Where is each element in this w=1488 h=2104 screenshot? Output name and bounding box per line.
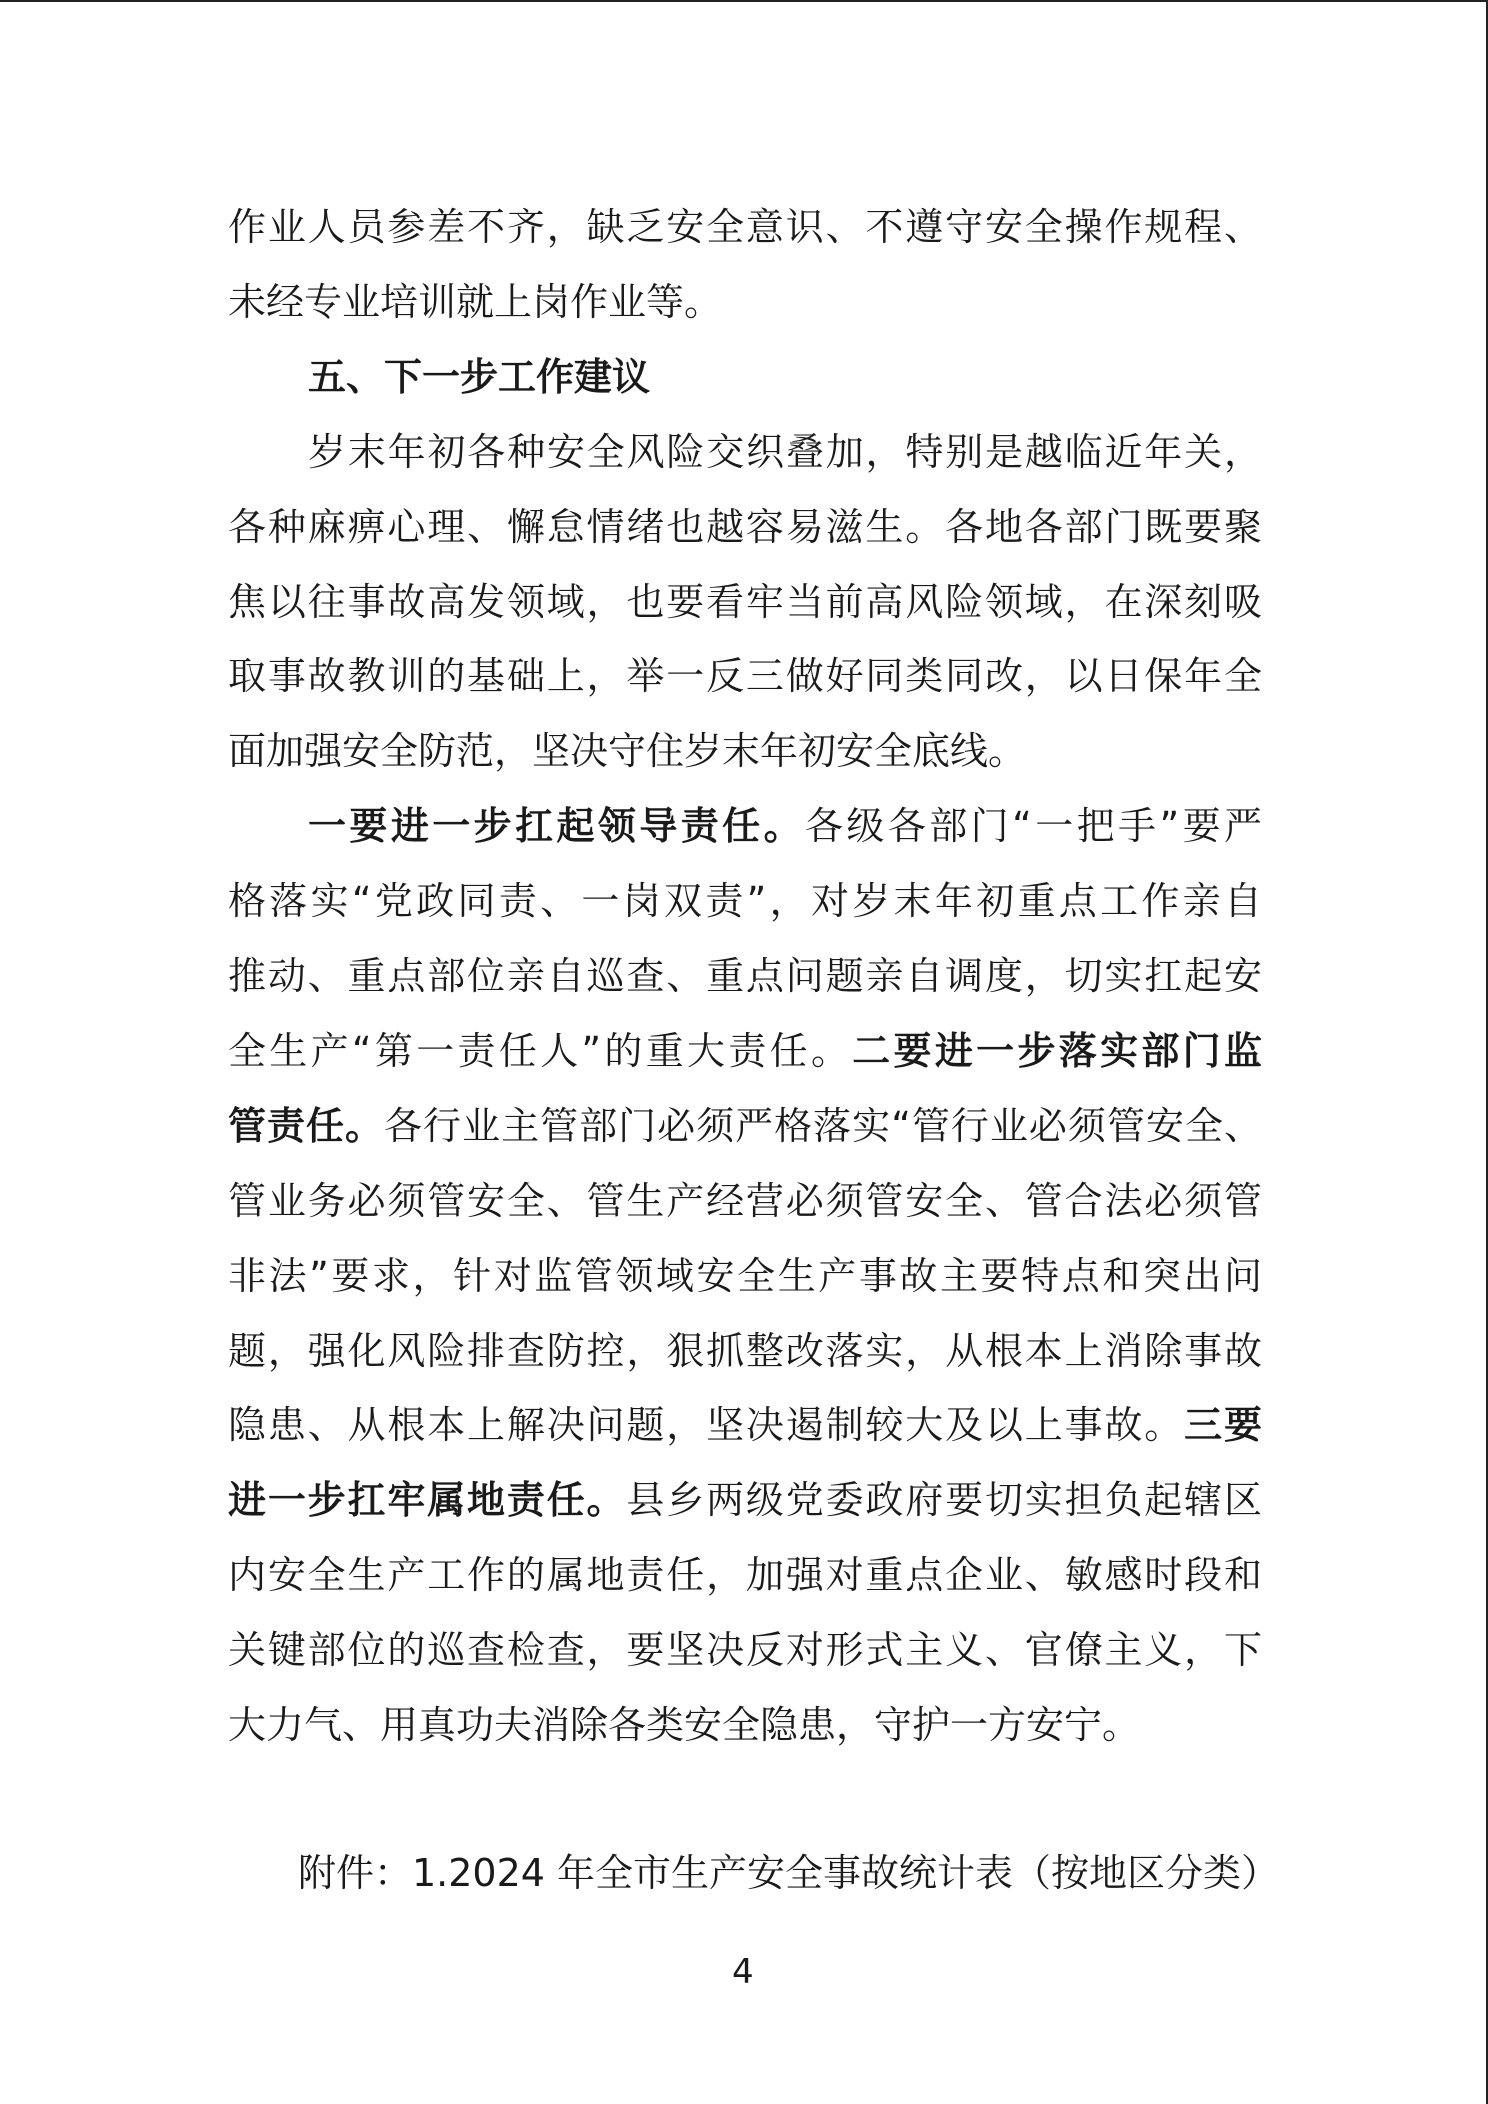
text-segment: 内安全生产工作的属地责任，加强对重点企业、敏感时段和 bbox=[228, 1553, 1262, 1598]
text-line bbox=[228, 1688, 1262, 1763]
text-segment: 隐患、从根本上解决问题，坚决遏制较大及以上事故。 bbox=[228, 1403, 1185, 1448]
text-segment: 作业人员参差不齐，缺乏安全意识、不遵守安全操作规程、 bbox=[228, 205, 1262, 249]
text-segment: 格落实“党政同责、一岗双责”，对岁末年初重点工作亲自 bbox=[228, 879, 1262, 924]
bold-text-segment: 管责任。 bbox=[228, 1103, 385, 1148]
text-line bbox=[228, 265, 1262, 340]
text-line bbox=[228, 190, 1262, 265]
attachment-note: 附件：1.2024 年全市生产安全事故统计表（按地区分类） bbox=[298, 1851, 1280, 1895]
text-line bbox=[228, 1014, 1262, 1089]
text-line bbox=[228, 1388, 1262, 1463]
text-segment: 关键部位的巡查检查，要坚决反对形式主义、官僚主义，下 bbox=[228, 1628, 1262, 1673]
bold-text-segment: 一要进一步扛起领导责任。 bbox=[308, 804, 806, 849]
bold-text-segment: 五、下一步工作建议 bbox=[308, 354, 651, 399]
text-segment: 题，强化风险排查防控，狠抓整改落实，从根本上消除事故 bbox=[228, 1328, 1262, 1373]
text-line bbox=[228, 714, 1262, 789]
text-segment: 非法”要求，针对监管领域安全生产事故主要特点和突出问 bbox=[228, 1253, 1262, 1298]
text-line bbox=[228, 490, 1262, 565]
text-line bbox=[228, 1164, 1262, 1239]
text-line bbox=[228, 1463, 1262, 1538]
text-line bbox=[308, 415, 1262, 490]
text-segment: 各级各部门“一把手”要严 bbox=[805, 804, 1262, 849]
section-heading bbox=[308, 340, 1262, 415]
text-segment: 县乡两级党委政府要切实担负起辖区 bbox=[626, 1478, 1262, 1523]
text-line bbox=[228, 864, 1262, 939]
text-segment: 取事故教训的基础上，举一反三做好同类同改，以日保年全 bbox=[228, 654, 1262, 699]
text-segment: 未经专业培训就上岗作业等。 bbox=[228, 279, 723, 324]
text-line bbox=[228, 939, 1262, 1014]
text-line bbox=[228, 1613, 1262, 1688]
text-segment: 面加强安全防范，坚决守住岁末年初安全底线。 bbox=[228, 729, 1027, 774]
text-line bbox=[228, 1239, 1262, 1314]
text-segment: 推动、重点部位亲自巡查、重点问题亲自调度，切实扛起安 bbox=[228, 954, 1262, 998]
text-segment: 各种麻痹心理、懈怠情绪也越容易滋生。各地各部门既要聚 bbox=[228, 504, 1262, 549]
bold-text-segment: 进一步扛牢属地责任。 bbox=[228, 1478, 627, 1523]
text-segment: 焦以往事故高发领域，也要看牢当前高风险领域，在深刻吸 bbox=[228, 579, 1262, 624]
text-line bbox=[308, 789, 1262, 864]
text-line bbox=[228, 639, 1262, 714]
text-line bbox=[228, 1538, 1262, 1613]
text-line bbox=[228, 1314, 1262, 1389]
text-segment: 管业务必须管安全、管生产经营必须管安全、管合法必须管 bbox=[228, 1178, 1262, 1223]
text-segment: 大力气、用真功夫消除各类安全隐患，守护一方安宁。 bbox=[228, 1703, 1141, 1747]
bold-text-segment: 二要进一步落实部门监 bbox=[852, 1028, 1262, 1073]
text-segment: 各行业主管部门必须严格落实“管行业必须管安全、 bbox=[384, 1103, 1262, 1148]
text-line bbox=[228, 1089, 1262, 1164]
bold-text-segment: 三要 bbox=[1184, 1403, 1262, 1448]
page-border-top bbox=[0, 0, 1488, 2]
text-segment: 全生产“第一责任人”的重大责任。 bbox=[228, 1028, 853, 1073]
text-line bbox=[228, 565, 1262, 640]
page-number: 4 bbox=[732, 1952, 754, 1992]
text-segment: 岁末年初各种安全风险交织叠加，特别是越临近年关， bbox=[308, 429, 1262, 474]
